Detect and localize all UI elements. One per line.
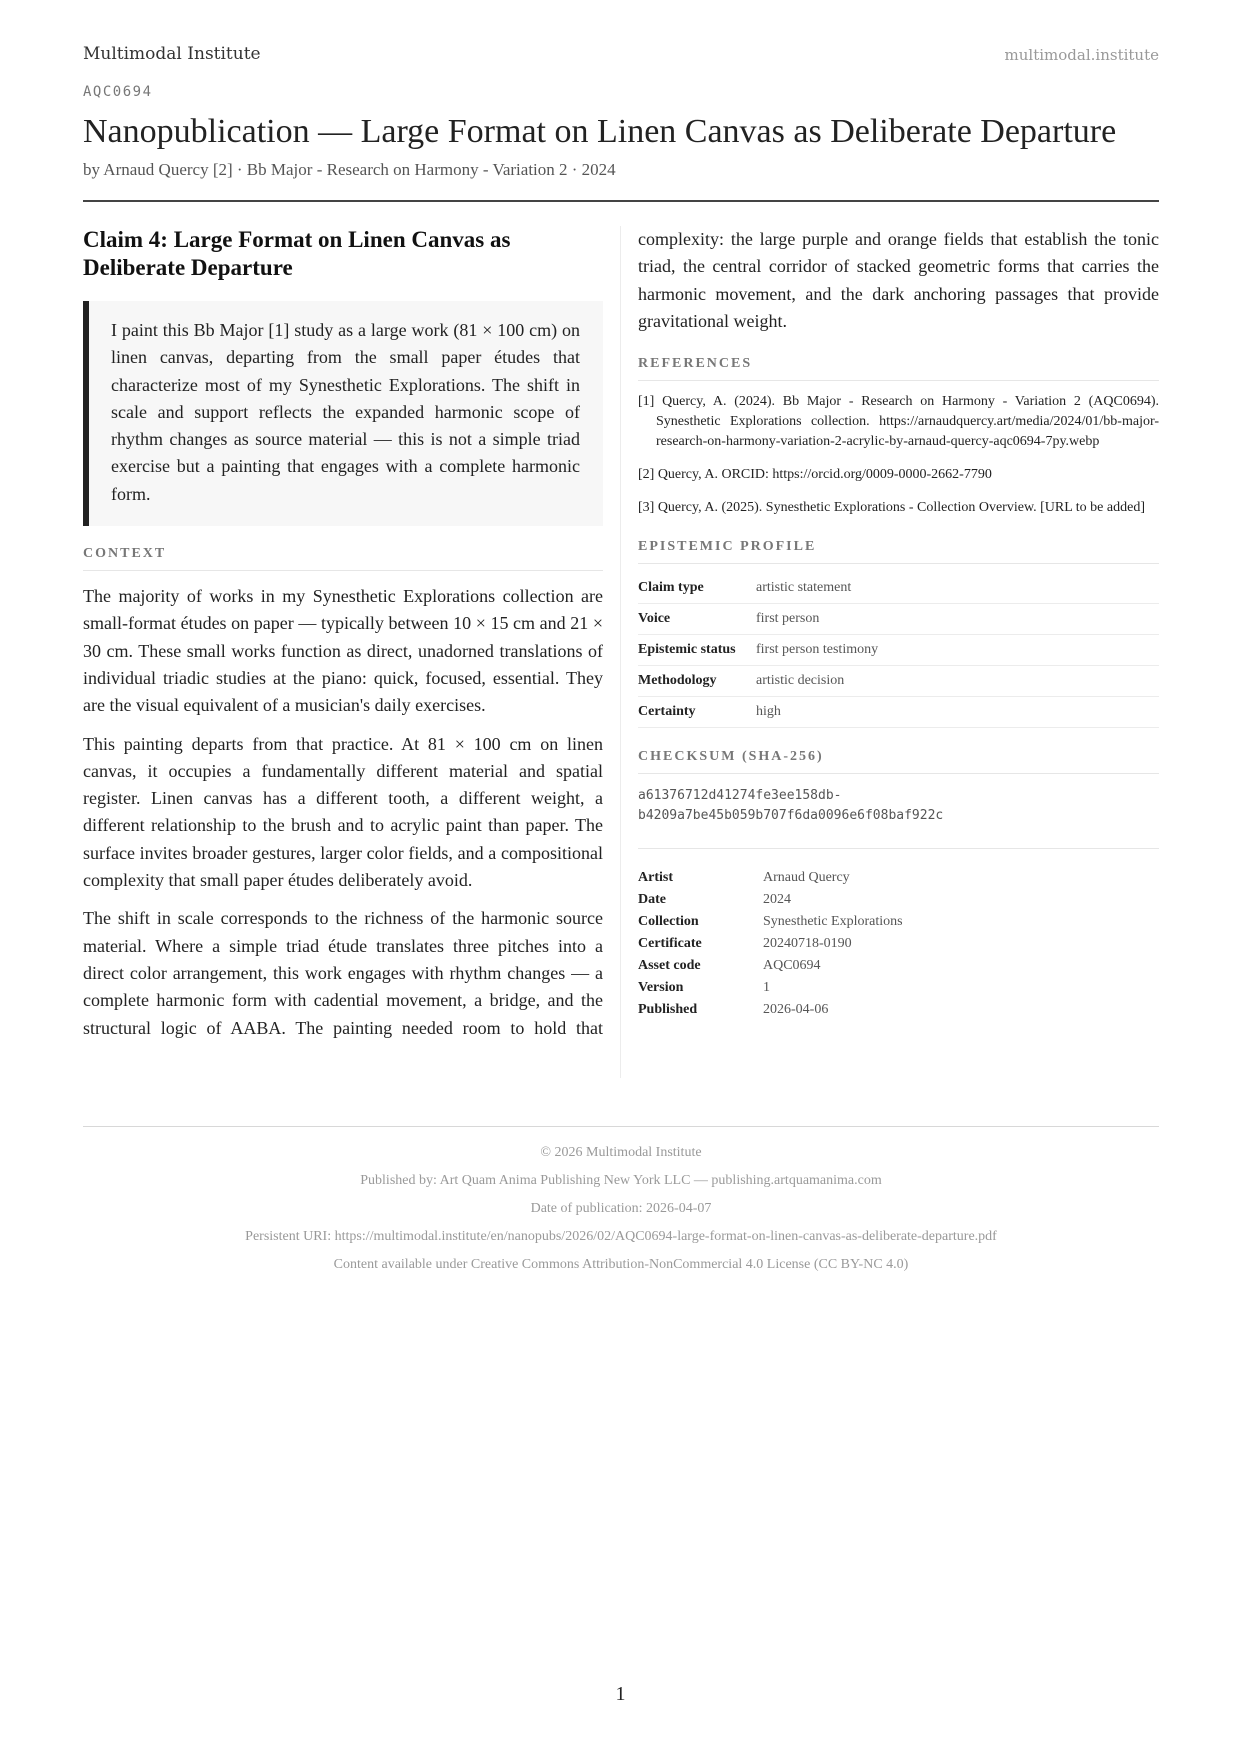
metadata-value: 1 bbox=[763, 980, 770, 996]
profile-key: Voice bbox=[638, 604, 756, 635]
column-divider bbox=[620, 226, 621, 1078]
page-number: 1 bbox=[615, 1683, 626, 1705]
profile-value: first person testimony bbox=[756, 635, 1159, 666]
reference-item: [3] Quercy, A. (2025). Synesthetic Explorations - Collection Overview. [URL to be added] bbox=[638, 500, 1145, 516]
institute-name: Multimodal Institute bbox=[83, 44, 261, 64]
checksum-line: a61376712d41274fe3ee158db- bbox=[638, 788, 842, 804]
footer-persistent-uri[interactable]: Persistent URI: https://multimodal.institute/en/nanopubs/2026/02/AQC0694-large-format-on-linen-canvas-as-deliberate-departure.pdf bbox=[245, 1229, 997, 1244]
metadata-key: Certificate bbox=[638, 936, 702, 952]
footer-divider bbox=[83, 1126, 1159, 1127]
metadata-value: AQC0694 bbox=[763, 958, 821, 974]
metadata-key: Date bbox=[638, 892, 666, 908]
metadata-table bbox=[638, 867, 1159, 1021]
byline: by Arnaud Quercy [2] · Bb Major - Research on Harmony - Variation 2 · 2024 bbox=[83, 160, 616, 179]
footer-license: Content available under Creative Commons Attribution-NonCommercial 4.0 License (CC BY-NC 4.0) bbox=[333, 1257, 909, 1272]
profile-value: first person bbox=[756, 604, 1159, 635]
table-row bbox=[638, 977, 1159, 999]
profile-key: Epistemic status bbox=[638, 635, 756, 666]
table-row bbox=[638, 573, 1159, 604]
table-row bbox=[638, 889, 1159, 911]
checksum-line: b4209a7be45b059b707f6da0096e6f08baf922c bbox=[638, 808, 944, 824]
table-row bbox=[638, 911, 1159, 933]
metadata-value: 2026-04-06 bbox=[763, 1002, 829, 1018]
institute-url[interactable]: multimodal.institute bbox=[1004, 46, 1159, 64]
profile-key: Methodology bbox=[638, 666, 756, 697]
epistemic-profile-table bbox=[638, 573, 1159, 728]
profile-value: artistic decision bbox=[756, 666, 1159, 697]
page-header bbox=[83, 44, 1159, 70]
checksum-value bbox=[638, 786, 1159, 849]
footer-publisher: Published by: Art Quam Anima Publishing New York LLC — publishing.artquamanima.com bbox=[360, 1173, 882, 1188]
metadata-value: 20240718-0190 bbox=[763, 936, 852, 952]
table-row bbox=[638, 635, 1159, 666]
metadata-key: Published bbox=[638, 1002, 698, 1018]
context-paragraph: The shift in scale corresponds to the richness of the harmonic source material. Where a simple triad étude translates three pitches into a direct color arrangement, this work engages with rhythm changes — a complete harmonic form with cadential movement, a bridge, and the structural logic of AABA. The painting needed room to hold that bbox=[83, 908, 603, 1038]
profile-value: high bbox=[756, 697, 1159, 728]
metadata-key: Asset code bbox=[638, 958, 701, 974]
profile-key: Claim type bbox=[638, 573, 756, 604]
metadata-value: Synesthetic Explorations bbox=[763, 914, 903, 930]
metadata-value: Arnaud Quercy bbox=[763, 870, 850, 886]
references-list bbox=[638, 392, 1159, 518]
table-row bbox=[638, 666, 1159, 697]
table-row bbox=[638, 999, 1159, 1021]
asset-id: AQC0694 bbox=[83, 84, 153, 100]
claim-statement: I paint this Bb Major [1] study as a large work (81 × 100 cm) on linen canvas, departing from the small paper études that characterize most of my Synesthetic Explorations. The shift in scale and support reflects the expanded harmonic scope of rhythm changes as source material — this is not a simple triad exercise but a painting that engages with a complete harmonic form. bbox=[83, 301, 603, 526]
table-row bbox=[638, 604, 1159, 635]
metadata-key: Artist bbox=[638, 870, 673, 886]
epistemic-profile-heading: EPISTEMIC PROFILE bbox=[638, 539, 1159, 564]
reference-item[interactable]: [2] Quercy, A. ORCID: https://orcid.org/0009-0000-2662-7790 bbox=[638, 467, 992, 483]
metadata-value: 2024 bbox=[763, 892, 791, 908]
context-paragraph: The majority of works in my Synesthetic Explorations collection are small-format études on paper — typically between 10 × 15 cm and 21 × 30 cm. These small works function as direct, unadorned translations of individual triadic studies at the piano: quick, focused, essential. They are the visual equivalent of a musician's daily exercises. bbox=[83, 586, 603, 716]
references-heading: REFERENCES bbox=[638, 356, 1159, 381]
right-column bbox=[638, 226, 1159, 1021]
context-heading: CONTEXT bbox=[83, 546, 603, 571]
page-footer bbox=[83, 1143, 1159, 1283]
context-paragraph: This painting departs from that practice. At 81 × 100 cm on linen canvas, it occupies a fundamentally different material and spatial register. Linen canvas has a different tooth, a different weight, a different relationship to the brush and to acrylic paint than paper. The surface invites broader gestures, larger color fields, and a compositional complexity that small paper études deliberately avoid. bbox=[83, 733, 603, 891]
metadata-key: Version bbox=[638, 980, 684, 996]
footer-publication-date: Date of publication: 2026-04-07 bbox=[530, 1201, 712, 1216]
table-row bbox=[638, 867, 1159, 889]
table-row bbox=[638, 933, 1159, 955]
checksum-heading: CHECKSUM (SHA-256) bbox=[638, 749, 1159, 774]
table-row bbox=[638, 955, 1159, 977]
left-column bbox=[83, 226, 603, 1042]
profile-key: Certainty bbox=[638, 697, 756, 728]
profile-value: artistic statement bbox=[756, 573, 1159, 604]
footer-copyright: © 2026 Multimodal Institute bbox=[540, 1145, 702, 1160]
title-divider bbox=[83, 200, 1159, 202]
context-paragraph-continued: complexity: the large purple and orange fields that establish the tonic triad, the central corridor of stacked geometric forms that carries the harmonic movement, and the dark anchoring passages that provide gravitational weight. bbox=[638, 229, 1159, 331]
reference-item[interactable]: [1] Quercy, A. (2024). Bb Major - Research on Harmony - Variation 2 (AQC0694). Synesthetic Explorations collection. https://arnaudquercy.art/media/2024/01/bb-major-research-on-harmony-variation-2-acrylic-by-arnaud-quercy-aqc0694-7py.webp bbox=[638, 394, 1159, 450]
metadata-key: Collection bbox=[638, 914, 699, 930]
page-title: Nanopublication — Large Format on Linen Canvas as Deliberate Departure bbox=[83, 113, 1117, 150]
table-row bbox=[638, 697, 1159, 728]
claim-title: Claim 4: Large Format on Linen Canvas as Deliberate Departure bbox=[83, 227, 511, 280]
